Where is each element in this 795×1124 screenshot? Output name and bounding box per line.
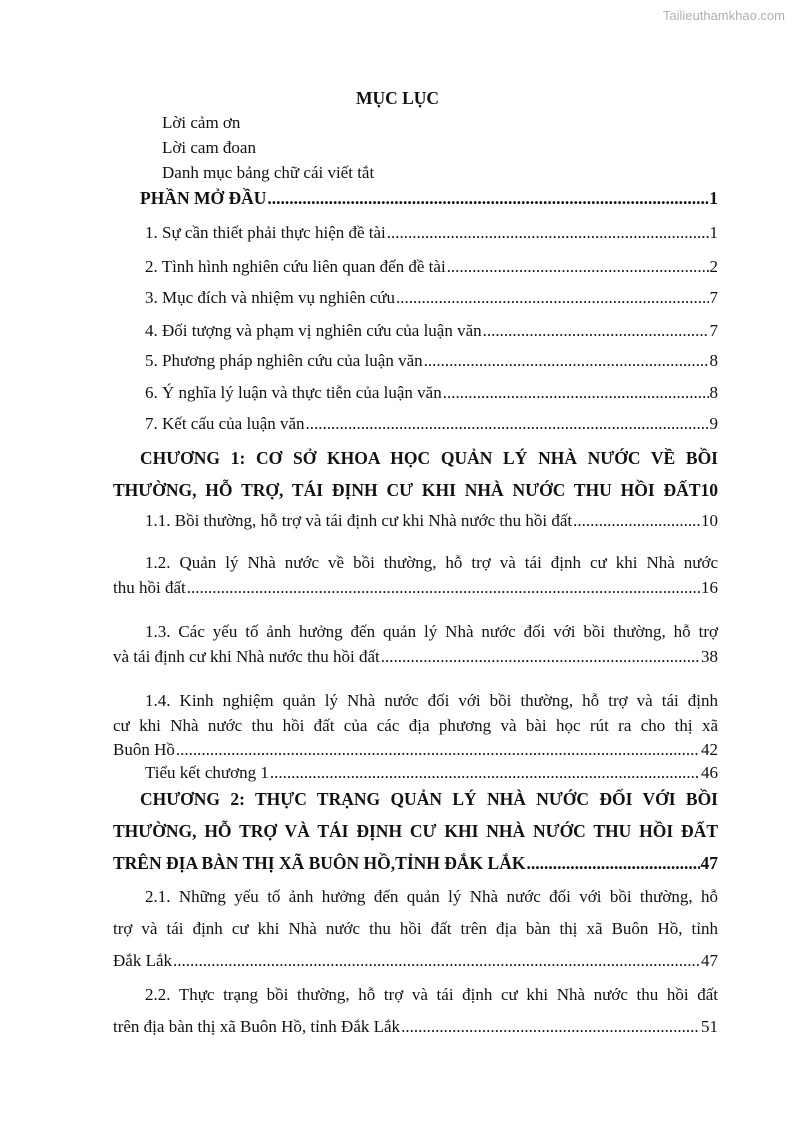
toc-entry-text: trợ và tái định cư khi Nhà nước thu hồi đất trên địa bàn thị xã Buôn Hồ, tỉnh [113, 919, 718, 938]
toc-entry-text: 2. Tình hình nghiên cứu liên quan đến đề tài [145, 257, 446, 276]
toc-entry-line[interactable] [140, 448, 718, 468]
toc-entry-text: thu hồi đất [113, 578, 186, 597]
toc-entry-line[interactable] [145, 288, 718, 308]
toc-entry-line[interactable] [145, 985, 718, 1005]
dot-leader [396, 288, 709, 308]
page-number: 42 [701, 740, 718, 759]
page-number: 7 [709, 321, 718, 340]
toc-entry-line[interactable] [145, 414, 718, 434]
toc-entry-line[interactable] [113, 647, 718, 667]
page-number: 47 [700, 853, 718, 873]
toc-entry-text: cư khi Nhà nước thu hồi đất của các địa phương và bài học rút ra cho thị xã [113, 716, 718, 735]
toc-entry-text: 1.1. Bồi thường, hỗ trợ và tái định cư khi Nhà nước thu hồi đất [145, 511, 573, 530]
toc-entry-line[interactable] [145, 511, 718, 531]
dot-leader [443, 383, 709, 403]
toc-entry-line[interactable] [140, 789, 718, 809]
toc-entry-text: 1.4. Kinh nghiệm quản lý Nhà nước đối với bồi thường, hỗ trợ và tái định [145, 691, 718, 710]
toc-entry-text: TRÊN ĐỊA BÀN THỊ XÃ BUÔN HỒ,TỈNH ĐẮK LẮK [113, 853, 526, 873]
page-number: 10 [701, 511, 718, 530]
toc-entry-text: 1. Sự cần thiết phải thực hiện đề tài [145, 223, 386, 242]
toc-entry-line[interactable] [113, 578, 718, 598]
watermark: Tailieuthamkhao.com [662, 8, 785, 23]
page-number: 2 [709, 257, 718, 276]
front-matter-item: Lời cam đoan [162, 138, 256, 157]
toc-entry-line[interactable] [113, 821, 718, 841]
toc-entry-line[interactable] [145, 321, 718, 341]
toc-entry-text: THƯỜNG, HỖ TRỢ, TÁI ĐỊNH CƯ KHI NHÀ NƯỚC THU HỒI ĐẤT10 [113, 480, 718, 500]
toc-entry-text: và tái định cư khi Nhà nước thu hồi đất [113, 647, 380, 666]
dot-leader [176, 740, 700, 760]
dot-leader [267, 188, 708, 208]
page-number: 51 [701, 1017, 718, 1036]
dot-leader [270, 763, 700, 783]
page-number: 9 [709, 414, 718, 433]
toc-entry-text: 6. Ý nghĩa lý luận và thực tiễn của luận văn [145, 383, 442, 402]
toc-entry-line[interactable] [113, 716, 718, 736]
toc-entry-text: 3. Mục đích và nhiệm vụ nghiên cứu [145, 288, 395, 307]
page-number: 1 [709, 223, 718, 242]
page-number: 1 [709, 188, 718, 208]
toc-entry-line[interactable] [113, 853, 718, 873]
dot-leader [483, 321, 709, 341]
toc-entry-line[interactable] [140, 188, 718, 208]
toc-entry-text: Đắk Lắk [113, 951, 173, 970]
toc-title: MỤC LỤC [355, 88, 440, 108]
toc-entry-line[interactable] [145, 622, 718, 642]
toc-entry-text: 2.2. Thực trạng bồi thường, hỗ trợ và tái định cư khi Nhà nước thu hồi đất [145, 985, 718, 1004]
toc-entry-text: CHƯƠNG 2: THỰC TRẠNG QUẢN LÝ NHÀ NƯỚC ĐỐI VỚI BỒI [140, 789, 718, 809]
page-number: 8 [709, 351, 718, 370]
toc-entry-line[interactable] [145, 223, 718, 243]
toc-entry-line[interactable] [145, 257, 718, 277]
dot-leader [401, 1017, 700, 1037]
toc-entry-line[interactable] [145, 887, 718, 907]
page-number: 38 [701, 647, 718, 666]
toc-entry-text: 7. Kết cấu của luận văn [145, 414, 305, 433]
toc-entry-line[interactable] [113, 1017, 718, 1037]
toc-entry-text: THƯỜNG, HỖ TRỢ VÀ TÁI ĐỊNH CƯ KHI NHÀ NƯỚC THU HỒI ĐẤT [113, 821, 718, 841]
dot-leader [387, 223, 709, 243]
toc-entry-text: 5. Phương pháp nghiên cứu của luận văn [145, 351, 423, 370]
dot-leader [424, 351, 709, 371]
page-number: 47 [701, 951, 718, 970]
toc-entry-line[interactable] [145, 553, 718, 573]
toc-entry-text: PHẦN MỞ ĐẦU [140, 188, 267, 208]
dot-leader [173, 951, 700, 971]
toc-entry-line[interactable] [145, 383, 718, 403]
dot-leader [187, 578, 700, 598]
toc-entry-text: Buôn Hồ [113, 740, 175, 759]
page-number: 46 [701, 763, 718, 782]
front-matter-item: Lời cảm ơn [162, 113, 241, 132]
toc-entry-text: CHƯƠNG 1: CƠ SỞ KHOA HỌC QUẢN LÝ NHÀ NƯỚC VỀ BỒI [140, 448, 718, 468]
toc-entry-line[interactable] [145, 351, 718, 371]
toc-entry-line[interactable] [145, 691, 718, 711]
page-number: 7 [709, 288, 718, 307]
dot-leader [306, 414, 709, 434]
toc-entry-text: 4. Đối tượng và phạm vị nghiên cứu của luận văn [145, 321, 482, 340]
toc-entry-text: 2.1. Những yếu tố ảnh hưởng đến quản lý Nhà nước đối với bồi thường, hỗ [145, 887, 718, 906]
page-number: 16 [701, 578, 718, 597]
toc-entry-text: Tiểu kết chương 1 [145, 763, 269, 782]
toc-entry-line[interactable] [113, 480, 718, 500]
page-number: 8 [709, 383, 718, 402]
toc-entry-text: 1.3. Các yếu tố ảnh hưởng đến quản lý Nhà nước đối với bồi thường, hỗ trợ [145, 622, 718, 641]
toc-entry-line[interactable] [145, 763, 718, 783]
toc-entry-text: trên địa bàn thị xã Buôn Hồ, tỉnh Đắk Lắk [113, 1017, 401, 1036]
dot-leader [447, 257, 709, 277]
front-matter-item: Danh mục bảng chữ cái viết tắt [162, 163, 375, 182]
dot-leader [526, 853, 699, 873]
toc-entry-line[interactable] [113, 951, 718, 971]
dot-leader [381, 647, 700, 667]
toc-entry-line[interactable] [113, 740, 718, 760]
dot-leader [573, 511, 700, 531]
toc-entry-text: 1.2. Quản lý Nhà nước về bồi thường, hỗ trợ và tái định cư khi Nhà nước [145, 553, 718, 572]
toc-entry-line[interactable] [113, 919, 718, 939]
